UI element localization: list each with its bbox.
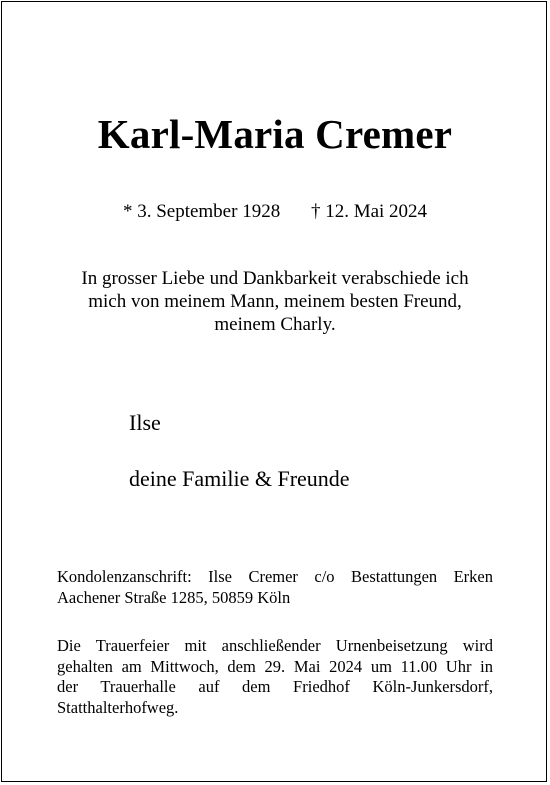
message-line: meinem Charly. xyxy=(214,314,336,335)
ceremony-details xyxy=(57,636,493,718)
ceremony-line: gehalten am Mittwoch, dem 29. Mai 2024 um 11.00 Uhr in xyxy=(57,656,493,676)
birth-date: * 3. September 1928 xyxy=(122,201,281,222)
address-line: Kondolenzanschrift: Ilse Cremer c/o Bestattungen Erken xyxy=(57,567,493,586)
deceased-name: Karl-Maria Cremer xyxy=(97,111,453,157)
ceremony-line: Statthalterhofweg. xyxy=(57,697,179,717)
message-line: mich von meinem Mann, meinem besten Freund, xyxy=(88,291,462,312)
farewell-message xyxy=(55,267,495,336)
signer-family: deine Familie & Freunde xyxy=(129,466,350,491)
ceremony-line: Die Trauerfeier mit anschließender Urnenbeisetzung wird xyxy=(57,636,493,655)
signer-ilse: Ilse xyxy=(129,410,161,435)
life-dates xyxy=(0,201,550,224)
address-line: Aachener Straße 1285, 50859 Köln xyxy=(57,587,291,607)
ceremony-line: der Trauerhalle auf dem Friedhof Köln-Junkersdorf, xyxy=(57,677,493,696)
message-line: In grosser Liebe und Dankbarkeit verabschiede ich xyxy=(81,268,469,289)
death-date: † 12. Mai 2024 xyxy=(310,201,428,222)
condolence-address xyxy=(57,567,493,608)
